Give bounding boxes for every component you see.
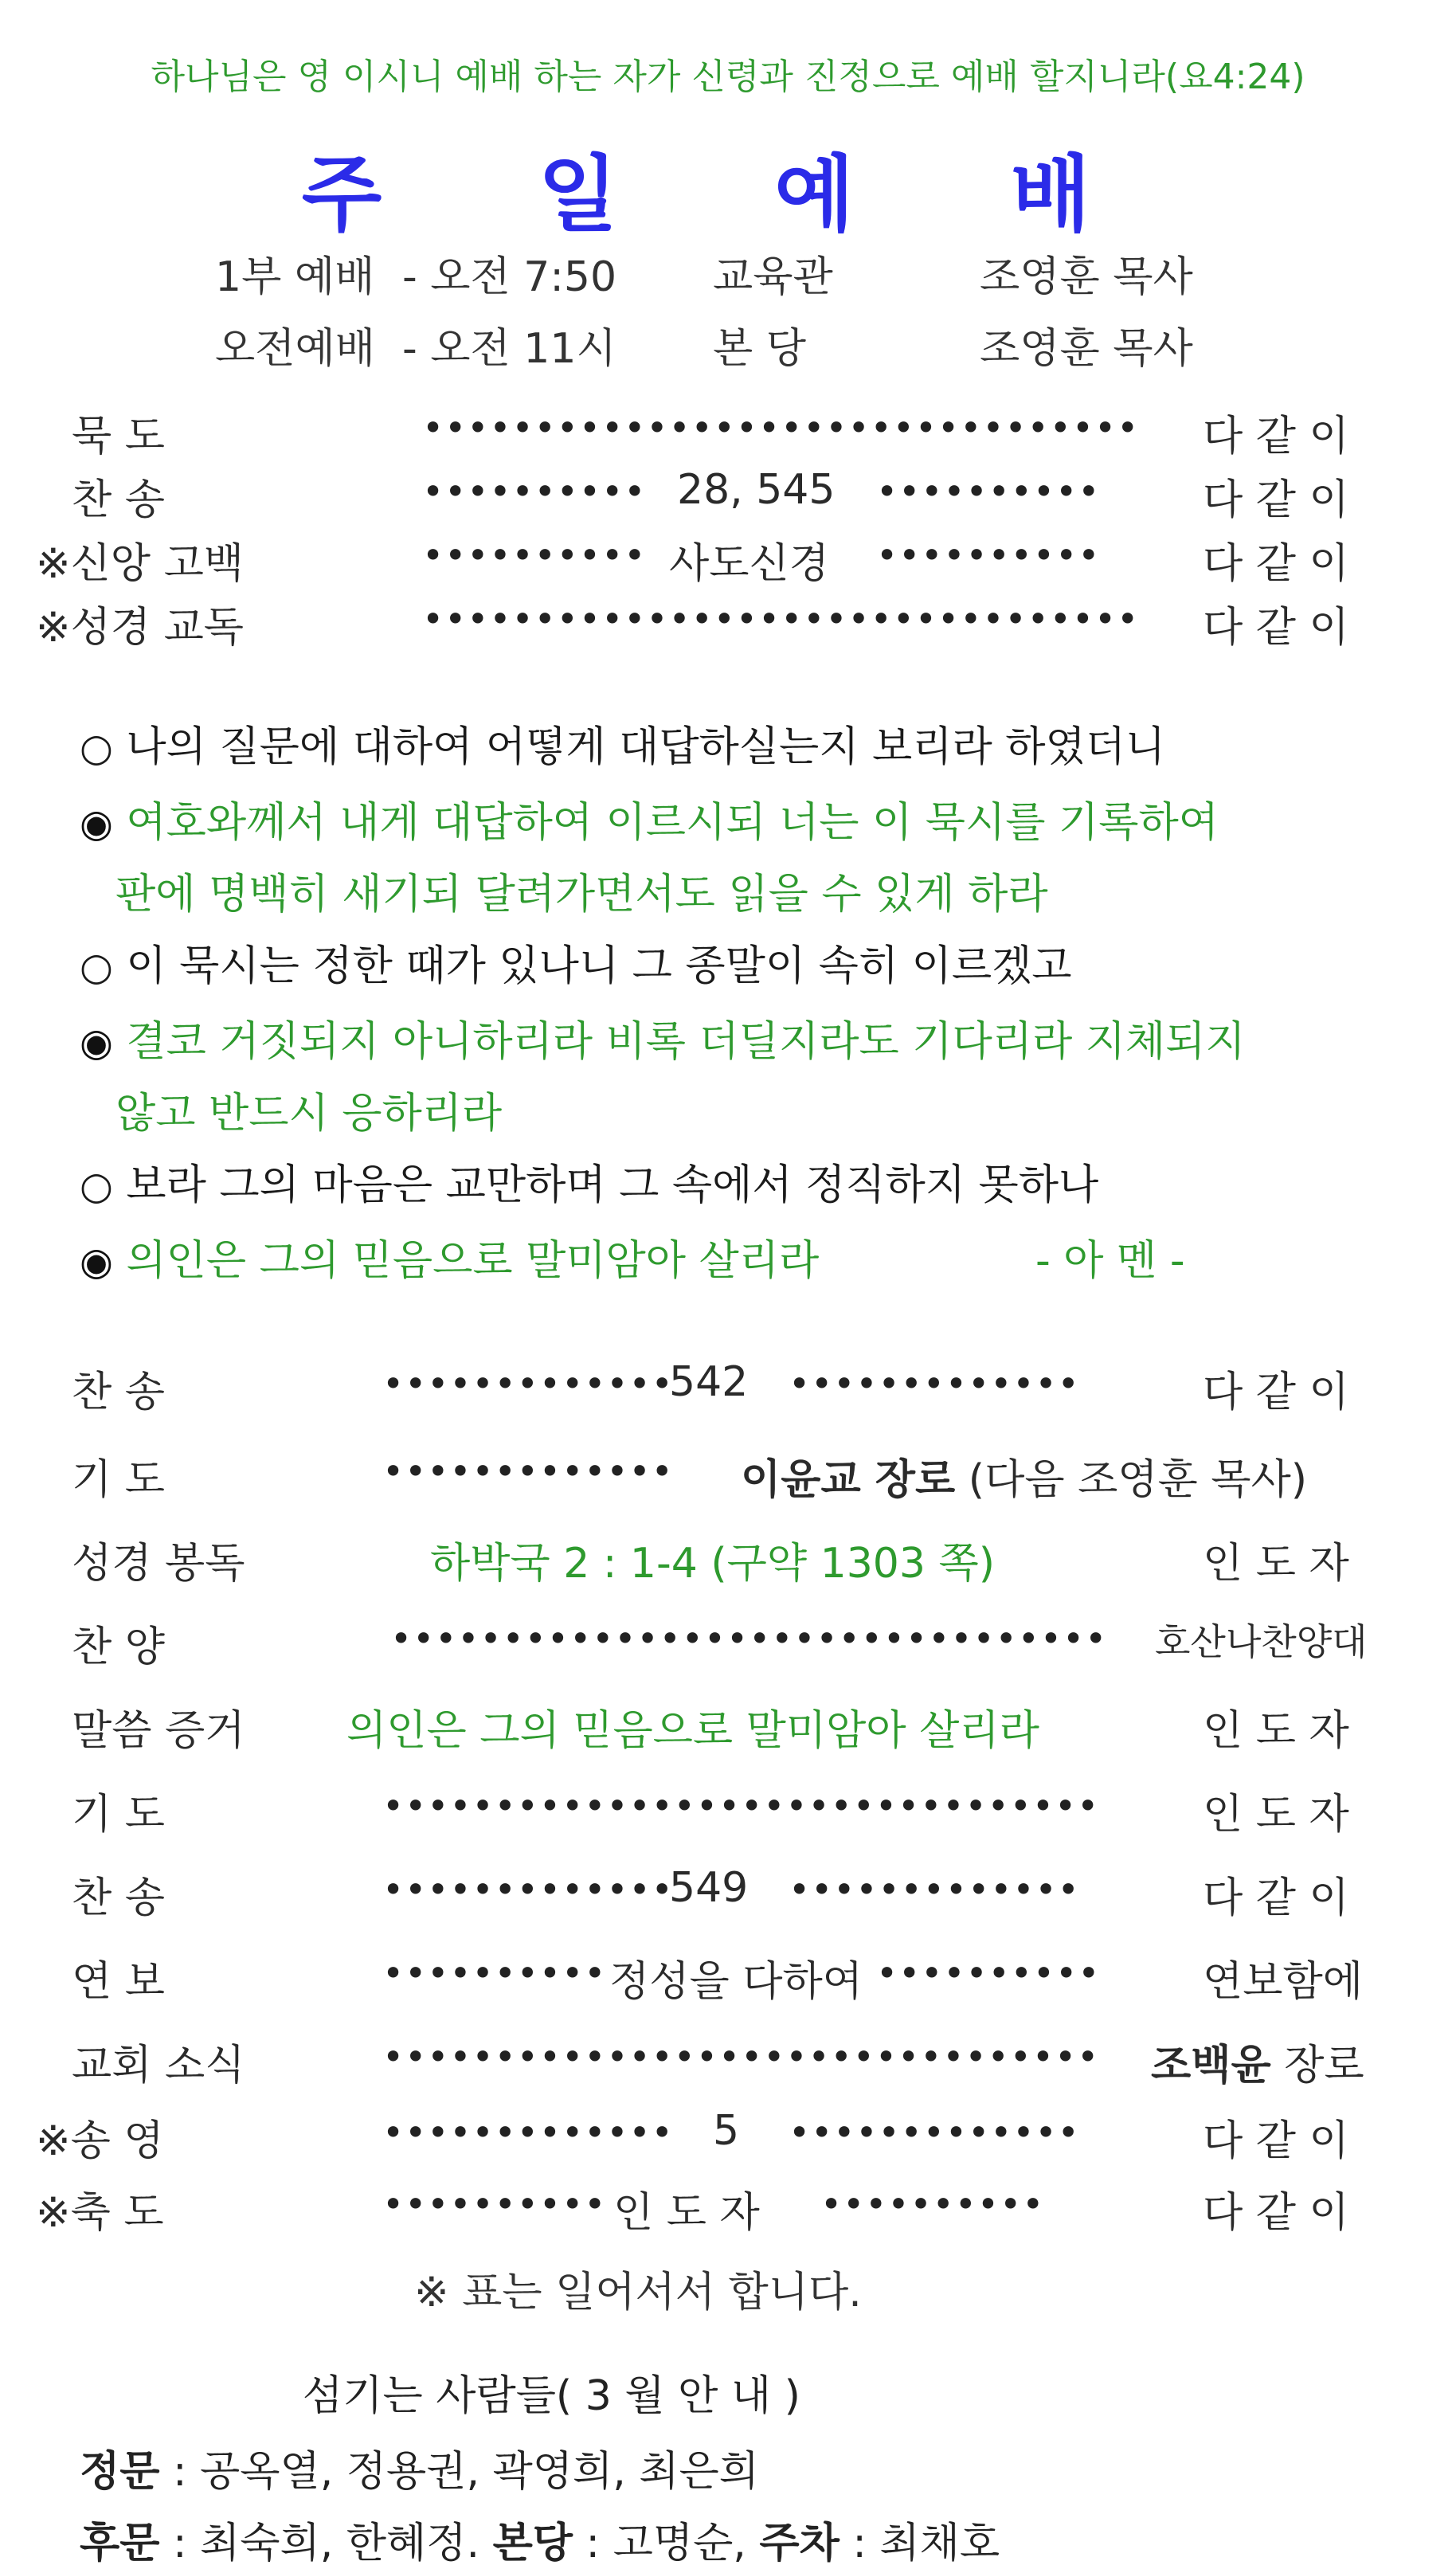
header-verse: 하나님은 영 이시니 예배 하는 자가 신령과 진정으로 예배 할지니라(요4:24) — [151, 57, 1305, 97]
service-1-time: - 오전 7:50 — [402, 253, 617, 301]
reading-text: 보라 그의 마음은 교만하며 그 속에서 정직하지 못하나 — [126, 1161, 1099, 1209]
order-label: ※송 영 — [36, 2117, 164, 2165]
circle-icon: ○ — [80, 1164, 113, 1208]
servers-label: 후문 — [80, 2520, 160, 2567]
order-middle: 5 — [713, 2107, 740, 2155]
filled-circle-icon: ◉ — [80, 801, 113, 846]
dotted-leader: •••••••••••••••••••••••••••••••• — [422, 406, 1140, 449]
order-label: 기 도 — [72, 1456, 165, 1504]
order-who-bold: 이윤교 장로 — [741, 1456, 956, 1504]
reading-text: 나의 질문에 대하여 어떻게 대답하실는지 보리라 하였더니 — [126, 723, 1166, 771]
order-who: 다 같 이 — [1203, 1369, 1349, 1416]
order-who: 인 도 자 — [1203, 1707, 1349, 1755]
service-1-name: 1부 예배 — [215, 253, 375, 301]
dotted-leader: •••••••••• — [876, 1952, 1101, 1995]
order-middle: 인 도 자 — [613, 2189, 760, 2237]
order-label: ※신앙 고백 — [36, 540, 245, 588]
order-who — [1151, 2031, 1364, 2091]
page-title: 주 일 예 배 — [301, 146, 1155, 243]
circle-icon: ○ — [80, 945, 113, 989]
dotted-leader: ••••••••••••• — [789, 1362, 1080, 1405]
order-label: ※성경 교독 — [36, 604, 245, 652]
order-label: 묵 도 — [72, 413, 165, 460]
order-who: 호산나찬양대 — [1155, 1620, 1368, 1663]
dotted-leader: •••••••••• — [820, 2183, 1045, 2226]
order-who: 다 같 이 — [1203, 476, 1349, 524]
servers-title: 섬기는 사람들( 3 월 안 내 ) — [303, 2372, 800, 2420]
circle-icon: ○ — [80, 726, 113, 770]
order-label: 찬 송 — [72, 1874, 165, 1922]
dotted-leader: •••••••••• — [876, 534, 1101, 577]
order-middle: 사도신경 — [669, 540, 829, 588]
reading-leader-line — [80, 1151, 1098, 1211]
order-middle: 28, 545 — [677, 466, 836, 514]
reading-leader-line — [80, 713, 1165, 773]
dotted-leader: •••••••••• — [876, 470, 1101, 513]
dotted-leader: •••••••••••••••••••••••••••••••• — [382, 2035, 1100, 2078]
reading-continuation: 않고 반드시 응하리라 — [115, 1090, 503, 1138]
order-label: ※축 도 — [36, 2189, 164, 2237]
order-label: 찬 송 — [72, 1369, 165, 1416]
order-who: 연보함에 — [1203, 1958, 1363, 2006]
reading-continuation: 판에 명백히 새기되 달려가면서도 읽을 수 있게 하라 — [115, 871, 1048, 918]
servers-names: : 최숙희, 한혜정. — [159, 2520, 493, 2567]
dotted-leader: •••••••••••••••••••••••••••••••• — [422, 597, 1140, 640]
order-label: 교회 소식 — [72, 2042, 245, 2089]
service-2-time: - 오전 11시 — [402, 325, 616, 373]
service-2-leader: 조영훈 목사 — [980, 325, 1193, 373]
servers-names: : 공옥열, 정용권, 곽영희, 최은희 — [159, 2448, 760, 2496]
dotted-leader: ••••••••••••• — [789, 1868, 1080, 1911]
order-who: 다 같 이 — [1203, 2117, 1349, 2165]
standing-note: ※ 표는 일어서서 합니다. — [414, 2269, 862, 2316]
dotted-leader: •••••••••••••••••••••••••••••••• — [390, 1617, 1108, 1660]
dotted-leader: ••••••••••••• — [382, 1362, 674, 1405]
reading-text: 의인은 그의 믿음으로 말미암아 살리라 — [126, 1237, 820, 1285]
order-who: 다 같 이 — [1203, 604, 1349, 652]
dotted-leader: •••••••••• — [422, 534, 647, 577]
order-middle: 542 — [669, 1358, 749, 1406]
filled-circle-icon: ◉ — [80, 1239, 113, 1284]
filled-circle-icon: ◉ — [80, 1020, 113, 1065]
dotted-leader: •••••••••• — [382, 1952, 607, 1995]
service-2-place: 본 당 — [713, 325, 806, 373]
servers-names: : 최채호 — [839, 2520, 1000, 2567]
order-middle: 정성을 다하여 — [609, 1958, 863, 2006]
dotted-leader: •••••••••• — [422, 470, 647, 513]
dotted-leader: •••••••••••••••••••••••••••••••• — [382, 1784, 1100, 1827]
order-who-note: (다음 조영훈 목사) — [968, 1456, 1308, 1504]
dotted-leader: ••••••••••••• — [382, 1450, 674, 1493]
order-middle: 549 — [669, 1864, 749, 1912]
dotted-leader: ••••••••••••• — [382, 2111, 674, 2154]
reading-text: 결코 거짓되지 아니하리라 비록 더딜지라도 기다리라 지체되지 — [126, 1018, 1246, 1066]
order-who: 다 같 이 — [1203, 2189, 1349, 2237]
order-who: 다 같 이 — [1203, 540, 1349, 588]
reading-congregation-line — [80, 1008, 1246, 1067]
order-who: 인 도 자 — [1203, 1540, 1349, 1588]
reading-text: 이 묵시는 정한 때가 있나니 그 종말이 속히 이르겠고 — [126, 942, 1072, 990]
order-who: 다 같 이 — [1203, 1874, 1349, 1922]
service-1-leader: 조영훈 목사 — [980, 253, 1193, 301]
order-who — [741, 1446, 1307, 1506]
servers-label: 정문 — [80, 2448, 160, 2496]
order-label: 연 보 — [72, 1958, 165, 2006]
dotted-leader: •••••••••• — [382, 2183, 607, 2226]
reading-leader-line — [80, 932, 1072, 992]
order-label: 말씀 증거 — [72, 1707, 245, 1755]
order-who: 다 같 이 — [1203, 413, 1349, 460]
order-label: 성경 봉독 — [72, 1540, 245, 1588]
order-label: 기 도 — [72, 1791, 165, 1839]
servers-line-1 — [80, 2438, 759, 2497]
servers-label: 주차 — [759, 2520, 840, 2567]
reading-congregation-line — [80, 1227, 819, 1286]
reading-congregation-line — [80, 789, 1219, 848]
order-who-bold: 조백윤 — [1151, 2042, 1271, 2089]
service-2-name: 오전예배 — [215, 325, 375, 373]
servers-line-2 — [80, 2509, 1000, 2569]
order-middle: 의인은 그의 믿음으로 말미암아 살리라 — [346, 1707, 1039, 1755]
amen: - 아 멘 - — [1035, 1237, 1185, 1285]
order-label: 찬 양 — [72, 1623, 165, 1671]
order-who-note: 장로 — [1284, 2042, 1364, 2089]
service-1-place: 교육관 — [713, 253, 833, 301]
order-who: 인 도 자 — [1203, 1791, 1349, 1839]
servers-names: : 고명순, — [573, 2520, 760, 2567]
servers-label: 본당 — [492, 2520, 573, 2567]
order-middle: 하박국 2 : 1-4 (구약 1303 쪽) — [430, 1540, 996, 1588]
reading-text: 여호와께서 내게 대답하여 이르시되 너는 이 묵시를 기록하여 — [126, 799, 1219, 847]
order-label: 찬 송 — [72, 476, 165, 524]
dotted-leader: ••••••••••••• — [789, 2111, 1080, 2154]
dotted-leader: ••••••••••••• — [382, 1868, 674, 1911]
